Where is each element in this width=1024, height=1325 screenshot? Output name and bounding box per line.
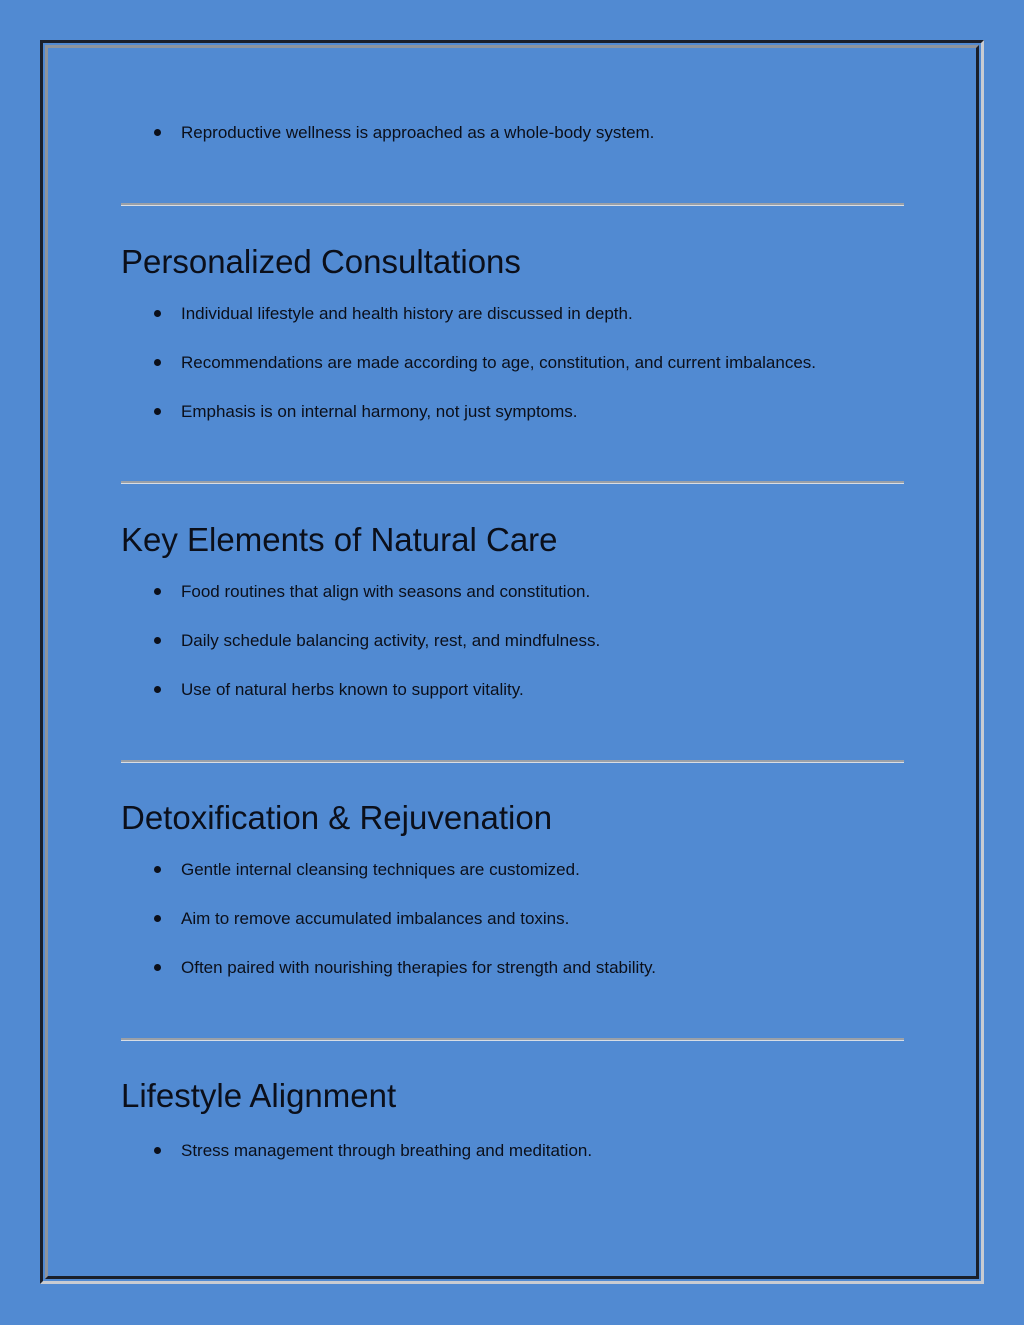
list-item-text: Food routines that align with seasons and constitution.: [181, 582, 591, 601]
section-heading-detoxification: Detoxification & Rejuvenation: [121, 799, 553, 836]
list-item: [121, 909, 904, 929]
list-item: [121, 958, 904, 978]
section-divider: [121, 1038, 904, 1041]
section-divider: [121, 203, 904, 206]
bullet-icon: [154, 359, 161, 366]
list-item: [121, 680, 904, 700]
intro-list: [121, 123, 904, 143]
list-item: [121, 1141, 904, 1161]
section-heading-lifestyle-alignment: Lifestyle Alignment: [121, 1077, 397, 1114]
section-divider: [121, 481, 904, 484]
list-item: [121, 860, 904, 880]
list-item-text: Often paired with nourishing therapies for strength and stability.: [181, 958, 657, 977]
list-item: [121, 353, 904, 373]
section-heading-personalized-consultations: Personalized Consultations: [121, 243, 521, 280]
list-item-text: Gentle internal cleansing techniques are customized.: [181, 860, 580, 879]
bullet-icon: [154, 915, 161, 922]
bullet-icon: [154, 588, 161, 595]
bullet-icon: [154, 637, 161, 644]
list-item-text: Aim to remove accumulated imbalances and toxins.: [181, 909, 570, 928]
list-item: [121, 582, 904, 602]
bullet-icon: [154, 1147, 161, 1154]
bullet-icon: [154, 408, 161, 415]
section-list-lifestyle-alignment: [121, 1141, 904, 1161]
list-item-text: Daily schedule balancing activity, rest, and mindfulness.: [181, 631, 601, 650]
list-item-text: Emphasis is on internal harmony, not just symptoms.: [181, 402, 578, 421]
section-list-key-elements: [121, 582, 904, 700]
list-item-text: Reproductive wellness is approached as a whole-body system.: [181, 123, 655, 142]
list-item: [121, 402, 904, 422]
bullet-icon: [154, 866, 161, 873]
bullet-icon: [154, 310, 161, 317]
list-item-text: Stress management through breathing and meditation.: [181, 1141, 593, 1160]
list-item: [121, 631, 904, 651]
list-item: [121, 304, 904, 324]
bullet-icon: [154, 686, 161, 693]
list-item-text: Recommendations are made according to age, constitution, and current imbalances.: [181, 353, 817, 372]
section-divider: [121, 760, 904, 763]
list-item-text: Use of natural herbs known to support vitality.: [181, 680, 524, 699]
bullet-icon: [154, 964, 161, 971]
list-item-text: Individual lifestyle and health history are discussed in depth.: [181, 304, 633, 323]
bullet-icon: [154, 129, 161, 136]
section-heading-key-elements: Key Elements of Natural Care: [121, 521, 558, 558]
section-list-personalized-consultations: [121, 304, 904, 422]
list-item: [121, 123, 904, 143]
section-list-detoxification: [121, 860, 904, 978]
